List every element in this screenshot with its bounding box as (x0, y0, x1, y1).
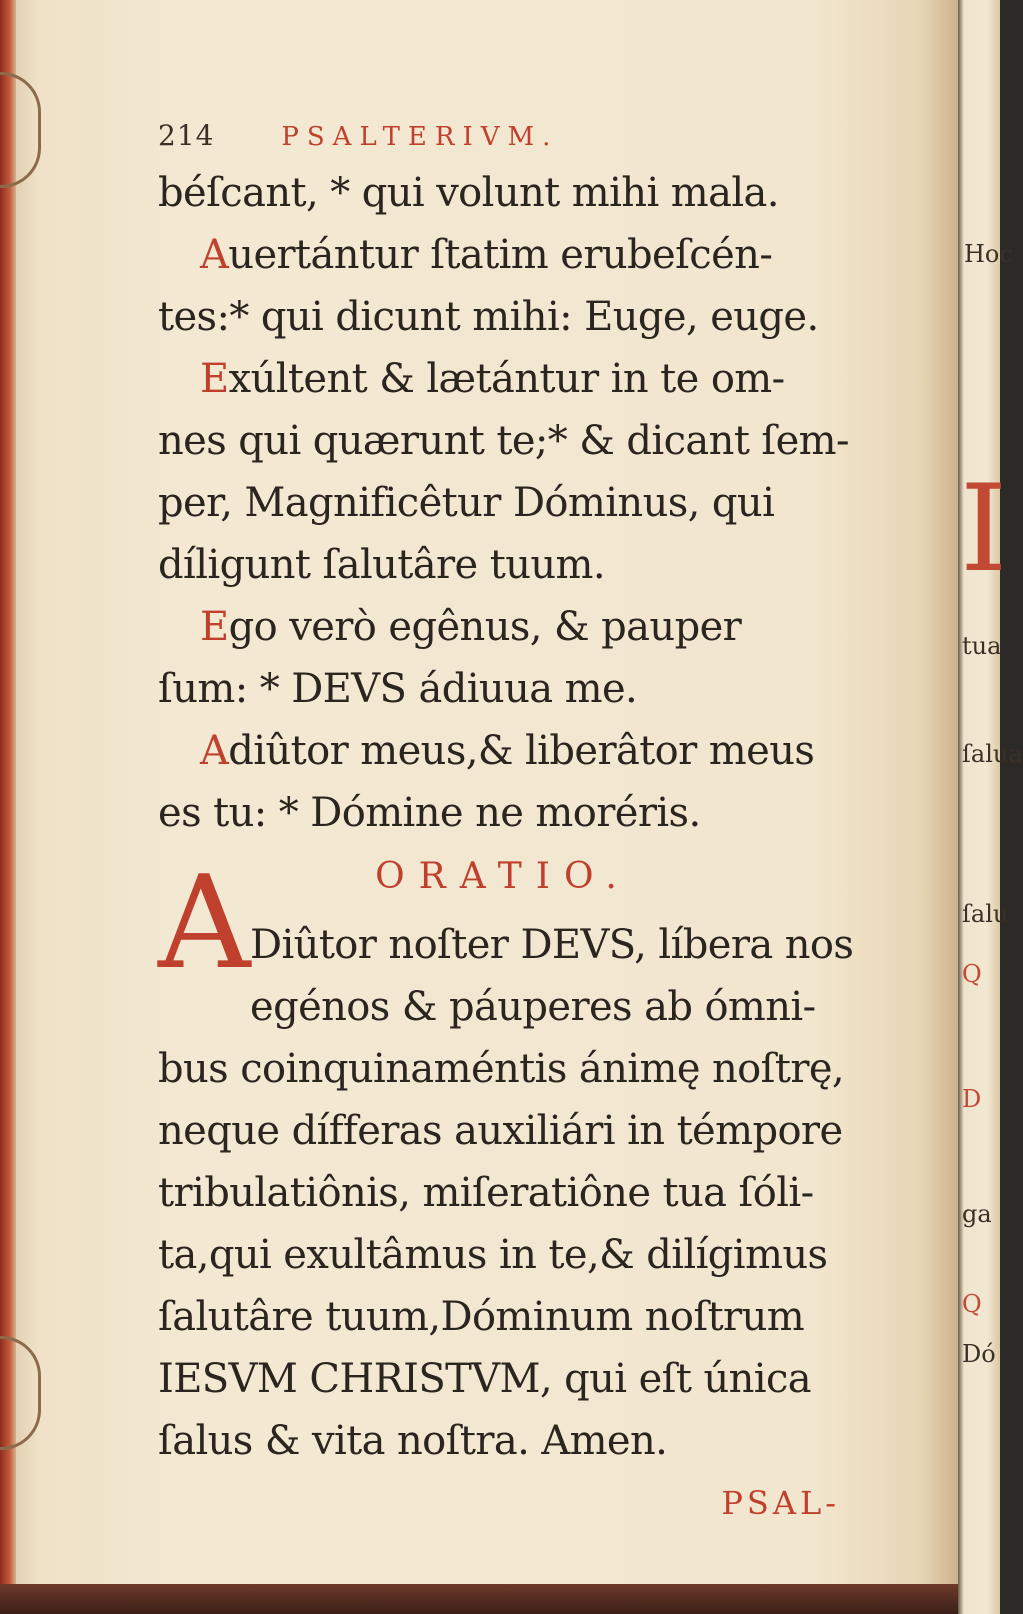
facing-fragment: ga (962, 1200, 992, 1228)
body-line: es tu: * Dómine ne moréris. (158, 790, 701, 836)
facing-fragment: Hoc (964, 240, 1013, 268)
body-line: béſcant, * qui volunt mihi mala. (158, 170, 779, 216)
body-line: per, Magnificêtur Dóminus, qui (158, 480, 775, 526)
facing-fragment: Dó (962, 1340, 996, 1368)
drop-cap: A (158, 849, 251, 998)
body-line: Exúltent & lætántur in te om- (200, 356, 785, 402)
facing-fragment: Q (962, 1290, 982, 1318)
facing-fragment: Q (962, 960, 982, 988)
catchword: PSAL- (721, 1484, 840, 1522)
body-line: ſum: * DEVS ádiuua me. (158, 666, 638, 712)
oratio-line: egénos & páuperes ab ómni- (250, 984, 816, 1030)
rubric-initial: A (200, 728, 229, 774)
body-line: Auertántur ſtatim erubeſcén- (200, 232, 773, 278)
body-line: Ego verò egênus, & pauper (200, 604, 742, 650)
rubric-initial: E (200, 604, 229, 650)
clasp-top (0, 72, 41, 188)
oratio-line: ſalus & vita noſtra. Amen. (158, 1418, 668, 1464)
body-line: díligunt ſalutâre tuum. (158, 542, 605, 588)
oratio-line: Diûtor noſter DEVS, líbera nos (250, 922, 854, 968)
page-number: 214 (158, 119, 215, 152)
oratio-line: ſalutâre tuum,Dóminum noſtrum (158, 1294, 805, 1340)
facing-page-edge (958, 0, 1023, 1614)
facing-fragment: D (962, 1085, 982, 1113)
body-line: Adiûtor meus,& liberâtor meus (200, 728, 815, 774)
facing-fragment: tua (962, 632, 1002, 660)
page-text (158, 116, 854, 1522)
rubric-initial: E (200, 356, 229, 402)
oratio-title: ORATIO. (375, 856, 631, 897)
book-bottom-edge (0, 1584, 958, 1614)
rubric-initial: A (200, 232, 229, 278)
body-line: nes qui quærunt te;* & dicant ſem- (158, 418, 849, 464)
clasp-bottom (0, 1336, 41, 1450)
oratio-line: ta,qui exultâmus in te,& dilígimus (158, 1232, 828, 1278)
facing-fragment: ſalua (962, 740, 1023, 768)
oratio-line: tribulatiônis, miſeratiône tua ſóli- (158, 1170, 814, 1216)
oratio-line: neque dífferas auxiliári in témpore (158, 1108, 843, 1154)
page-header (158, 116, 848, 162)
body-line: tes:* qui dicunt mihi: Euge, euge. (158, 294, 819, 340)
facing-initial: I (960, 460, 1008, 599)
oratio-line: IESVM CHRISTVM, qui eſt única (158, 1356, 812, 1402)
facing-fragment: ſalu (962, 900, 1009, 928)
oratio-line: bus coinquinaméntis ánimę noſtrę, (158, 1046, 845, 1092)
running-title: PSALTERIVM. (281, 122, 559, 152)
